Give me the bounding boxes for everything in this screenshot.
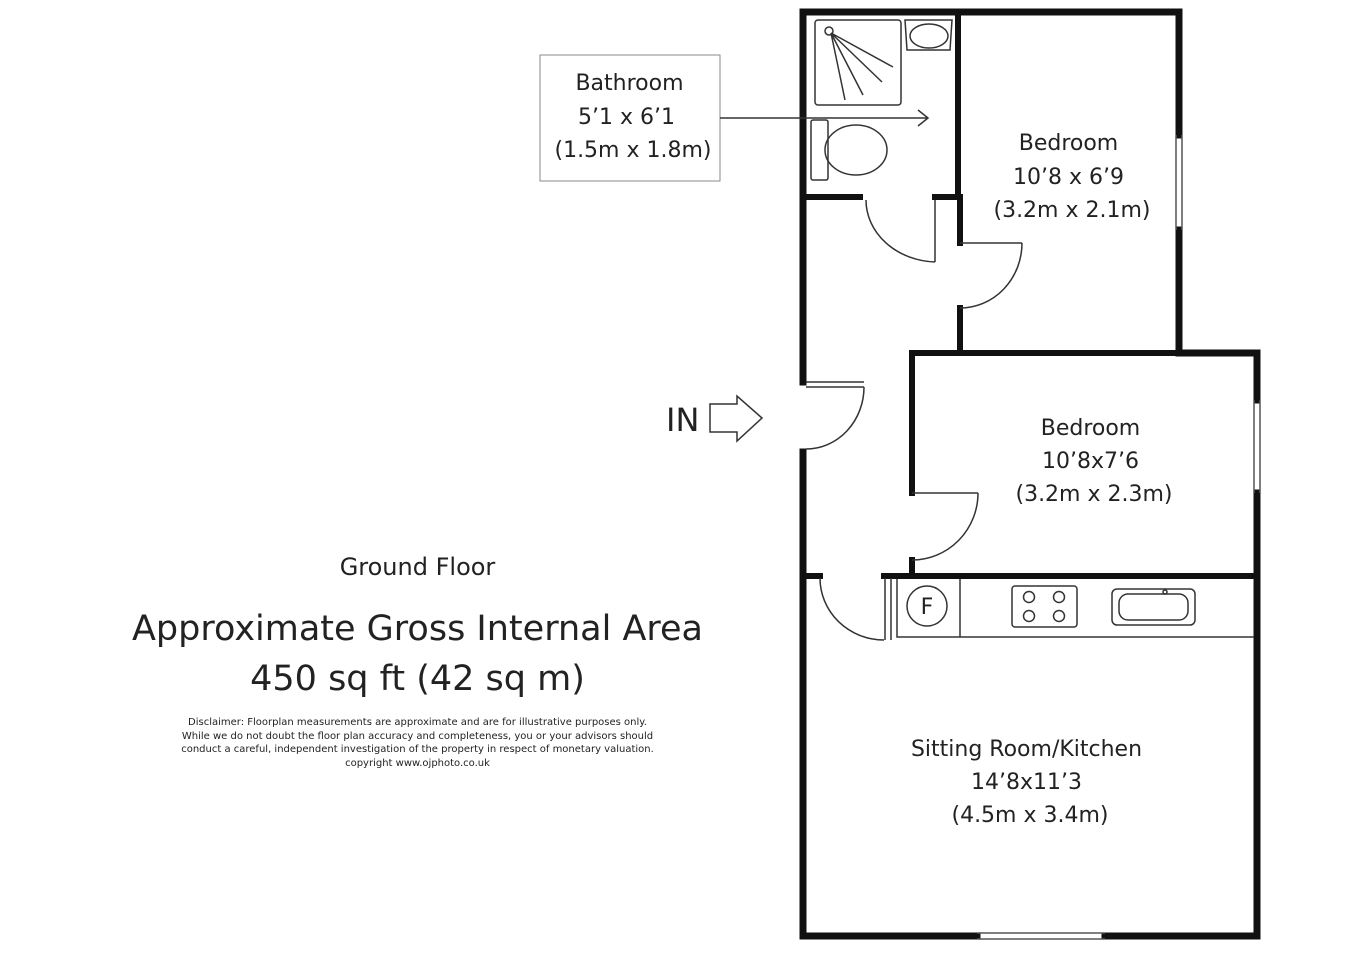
shower-spray bbox=[831, 33, 893, 100]
bedroom1-name: Bedroom bbox=[1018, 131, 1119, 156]
hob-icon bbox=[1012, 586, 1077, 627]
door-bedroom1 bbox=[960, 243, 1022, 308]
bathroom-imperial: 5’1 x 6’1 bbox=[578, 105, 675, 130]
bedroom2-metric: (3.2m x 2.3m) bbox=[1015, 482, 1173, 507]
fridge-label: F bbox=[920, 595, 934, 620]
disclaimer-line: While we do not doubt the floor plan accuracy and completeness, you or your advisors should bbox=[181, 730, 654, 742]
svg-text:Bedroom 10’8 x 6’9 (3. bbox=[993, 131, 1150, 223]
disclaimer bbox=[150, 716, 685, 770]
basin-icon bbox=[910, 24, 948, 48]
bathroom-pointer-arrow-icon bbox=[720, 110, 928, 126]
door-kitchen bbox=[820, 578, 891, 640]
bathroom-metric: (1.5m x 1.8m) bbox=[554, 138, 712, 163]
disclaimer-line: Disclaimer: Floorplan measurements are approximate and are for illustrative purposes only. bbox=[188, 717, 647, 728]
tap-icon bbox=[1163, 590, 1167, 594]
svg-text:Sitting Room/Kitchen 14’8x bbox=[911, 737, 1149, 828]
shower-tray bbox=[815, 20, 901, 105]
bedroom2-imperial: 10’8x7’6 bbox=[1042, 449, 1139, 474]
sitting-room-name: Sitting Room/Kitchen bbox=[910, 737, 1143, 762]
sitting-room-imperial: 14’8x11’3 bbox=[971, 770, 1082, 795]
kitchen-fixtures bbox=[897, 579, 1254, 637]
bathroom-fixtures bbox=[811, 20, 952, 180]
bedroom1-metric: (3.2m x 2.1m) bbox=[993, 198, 1151, 223]
window-bedroom2 bbox=[1254, 400, 1260, 493]
svg-text:Bedroom 10’8x7’6 (3.2m bbox=[1015, 416, 1172, 507]
area-title: Approximate Gross Internal Area bbox=[131, 609, 703, 649]
hob-ring bbox=[1054, 592, 1065, 603]
hob-ring bbox=[1024, 592, 1035, 603]
door-bathroom bbox=[866, 200, 935, 262]
sink-bowl bbox=[1119, 594, 1188, 620]
floor-label: Ground Floor bbox=[339, 553, 496, 581]
door-entrance bbox=[806, 382, 864, 449]
bathroom-name: Bathroom bbox=[575, 71, 684, 96]
sitting-room-metric: (4.5m x 3.4m) bbox=[951, 803, 1109, 828]
window-sitting-room bbox=[977, 933, 1105, 939]
bedroom1-imperial: 10’8 x 6’9 bbox=[1013, 165, 1124, 190]
entrance-arrow-icon bbox=[710, 396, 762, 441]
disclaimer-line: conduct a careful, independent investigation of the property in respect of monetary valuation. bbox=[181, 744, 654, 755]
door-bedroom2 bbox=[912, 493, 978, 560]
bedroom2-name: Bedroom bbox=[1040, 416, 1141, 441]
hob-ring bbox=[1054, 611, 1065, 622]
area-value: 450 sq ft (42 sq m) bbox=[250, 659, 585, 699]
entrance-label: IN bbox=[666, 401, 700, 439]
hob-ring bbox=[1024, 611, 1035, 622]
toilet-bowl-icon bbox=[825, 125, 887, 175]
shower-head-icon bbox=[825, 27, 833, 35]
window-bedroom1 bbox=[1176, 135, 1182, 230]
kitchen-counter bbox=[897, 579, 1254, 637]
copyright-line: copyright www.ojphoto.co.uk bbox=[345, 757, 490, 769]
